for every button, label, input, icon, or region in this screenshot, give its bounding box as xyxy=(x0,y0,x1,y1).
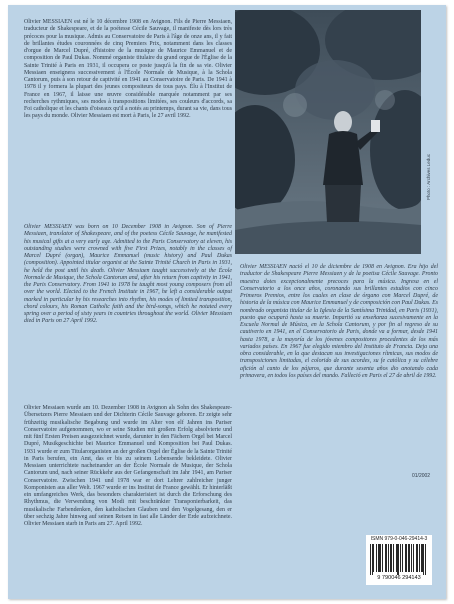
back-cover xyxy=(8,5,446,599)
biography-english: Olivier MESSIAEN was born on 10 December 1908 in Avignon. Son of Pierre Messiaen, translator of Shakespeare, and of the poetess Cécile Sauvage, he manifested his musical gifts at a very early age. Admitted to the Paris Conservatory at eleven, his outstanding studies were crowned with five First Prizes, notably in the classes of Marcel Dupré (organ), Maurice Emmanuel (music history) and Paul Dukas (composition). Appointed titular organist at the Sainte Trinité Church in Paris in 1931, he held the post until his death. Olivier Messiaen taught successively at the École Normale de Musique, the Schola Cantorum and, after his return from captivity in 1941, the Paris Conservatory. From 1941 to 1978 he taught most young composers from all over the world. Elected to the French Institute in 1967, he left a considerable output marked in particular by his researches into rhythm, his modes of limited transposition, chord colours, his Roman Catholic faith and the bird-songs, which he notated every spring over a period of sixty years in countries throughout the world. Olivier Messiaen died in Paris on 27 April 1992. xyxy=(24,224,232,325)
barcode xyxy=(366,535,432,585)
ismn-number: ISMN 979-0-046-29414-3 xyxy=(370,536,428,542)
ean-digits: 9 790046 294143 xyxy=(377,575,421,581)
barcode-bars xyxy=(370,544,428,575)
biography-french: Olivier MESSIAEN est né le 10 décembre 1908 en Avignon. Fils de Pierre Messiaen, traducteur de Shakespeare, et de la poétesse Cécile Sauvage, il manifeste dès lors très précoces pour la musique. Admis au Conservatoire de Paris à l'âge de onze ans, il y fait de brillantes études couronnées de cinq Premiers Prix, notamment dans les classes d'orgue de Marcel Dupré, d'histoire de la musique de Maurice Emmanuel et de composition de Paul Dukas. Nommé organiste titulaire du grand orgue de l'Église de la Sainte Trinité à Paris en 1931, il occupera ce poste jusqu'à la fin de sa vie. Olivier Messiaen enseignera successivement à l'École Normale de Musique, à la Schola Cantorum, puis à son retour de captivité en 1941 au Conservatoire de Paris. De 1941 à 1978 il y formera la plupart des jeunes compositeurs de tous pays. Élu à l'Institut de France en 1967, il laisse une œuvre considérable marquée notamment par ses recherches rythmiques, ses modes à transpositions limitées, ses couleurs d'accords, sa Foi catholique et les chants d'oiseaux qu'il a notés au printemps, durant sa vie, dans tous les pays du monde. Olivier Messiaen est mort à Paris, le 27 avril 1992. xyxy=(24,19,232,120)
photo-credit: Photo : Archives Leduc xyxy=(426,153,431,200)
catalog-reference: 01/2002 xyxy=(412,473,431,479)
composer-photo xyxy=(235,10,421,254)
biography-german: Olivier Messiaen wurde am 10. Dezember 1908 in Avignon als Sohn des Shakespeare-Übersetzers Pierre Messiaen und der Dichterin Cécile Sauvage geboren. Er zeigte sehr frühzeitig musikalische Begabung und wurde im Alter von elf Jahren ins Pariser Conservatoire aufgenommen, wo er seine Studien mit großem Erfolg absolvierte und mit fünf Ersten Preisen ausgezeichnet wurde, darunter in den Fächern Orgel bei Marcel Dupré, Musikgeschichte bei Maurice Emmanuel und Komposition bei Paul Dukas. 1931 wurde er zum Titularorganisten an der großen Orgel der Église de la Sainte Trinité in Paris berufen, ein Amt, das er bis zu seinem Lebensende bekleidete. Olivier Messiaen unterrichtete nacheinander an der École Normale de Musique, der Schola Cantorum und, nach seiner Rückkehr aus der Gefangenschaft im Jahr 1941, am Pariser Conservatoire. Zwischen 1941 und 1978 war er dort Lehrer zahlreicher junger Komponisten aus aller Welt. 1967 wurde er ins Institut de France gewählt. Er hinterläßt ein umfangreiches Werk, das besonders charakterisiert ist durch die Erforschung des Rhythmus, die Verwendung von Modi mit beschränkter Transponierbarkeit, das musikalische Farbendenken, den katholischen Glauben und den Vogelgesang, den er über sechzig Jahre hinweg auf seinen Reisen in fast alle Länder der Erde aufzeichnete. Olivier Messiaen starb in Paris am 27. April 1992. xyxy=(24,405,232,527)
biography-spanish: Olivier MESSIAEN nació el 10 de diciembre de 1908 en Avignon. Era hijo del traductor de Shakespeare Pierre Messiaen y de la poetisa Cécile Sauvage. Pronto muestra dotes excepcionalmente precoces para la música. Ingresa en el Conservatorio a los once años, coronando sus brillantes estudios con cinco Primeros Premios, entre los cuales en clase de órgano con Marcel Dupré, de historia de la música con Maurice Emmanuel y de composición con Paul Dukas. Es nombrado organista titular de la Iglesia de la Santísima Trinidad, en Paris (1931), puesto que ocupará hasta su muerte. Impartió su enseñanza sucesivamente en la Escuela Normal de Música, en la Schola Cantorum, y por fin al regreso de su cautiverio en 1941, en el Conservatorio de Paris, donde va a formar, desde 1941 hasta 1978, a la mayoría de los jóvenes compositores procedentes de los más variados países. En 1967 fue elegido miembro del Instituto de Francia. Deja una obra considerable, en la que destacan sus investigaciones rítmicas, sus modos de transposiciones limitadas, el colorido de sus acordes, su fe católica y su célebre afición al canto de los pájaros, que durante sesenta años dio anotando cada primavera, en todos los países del mundo. Falleció en Paris el 27 de abril de 1992. xyxy=(240,264,438,379)
